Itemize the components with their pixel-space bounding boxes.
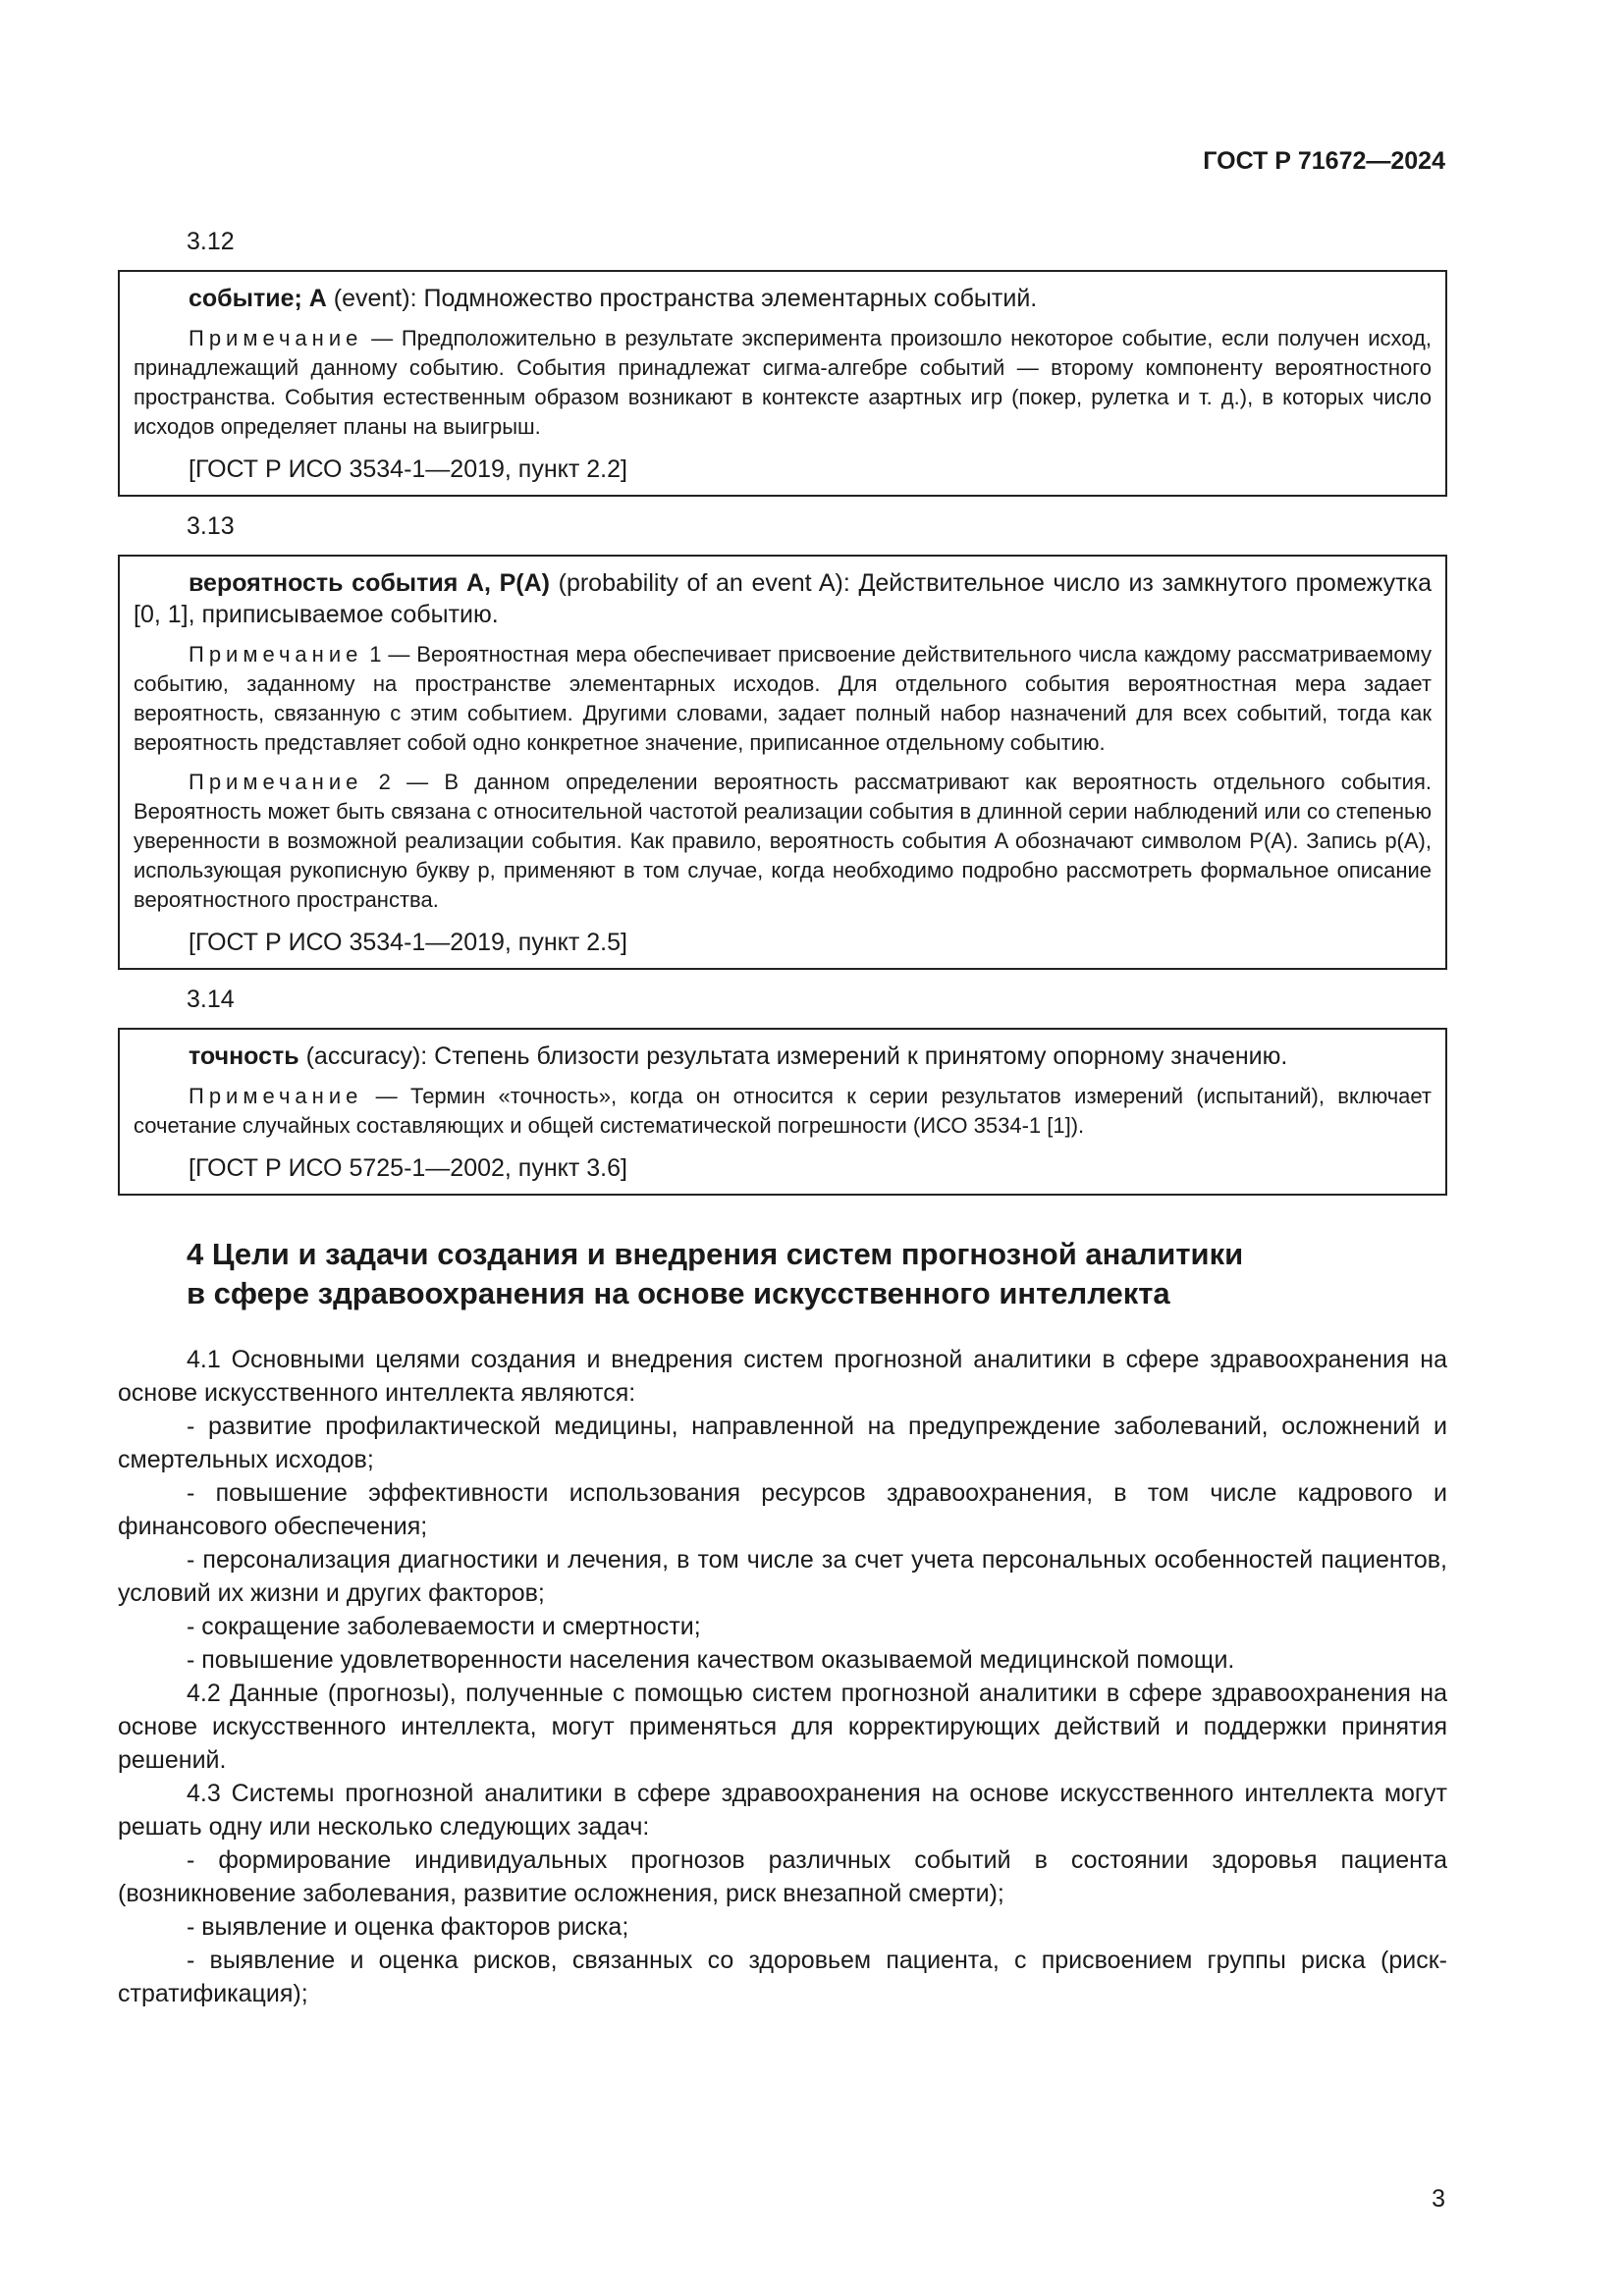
term-source: [ГОСТ Р ИСО 3534-1—2019, пункт 2.2]: [189, 455, 627, 483]
term-box: [118, 555, 1447, 970]
term-note: [134, 768, 1432, 915]
term-name: точность: [189, 1042, 299, 1070]
list-item: - повышение эффективности использования ресурсов здравоохранения, в том числе кадрового и финансового обеспечения;: [118, 1479, 1447, 1540]
term-source: [ГОСТ Р ИСО 3534-1—2019, пункт 2.5]: [189, 929, 627, 956]
term-note: [134, 640, 1432, 758]
note-label: Примечание: [189, 326, 363, 350]
note-text: 2 — В данном определении вероятность рассматривают как вероятность отдельного события. Вероятность может быть связана с относительной частотой реализации события в длинной серии наблюдений или со степенью уверенности в возможной реализации события. Как правило, вероятность события A обозначают символом P(A). Запись p(A), использующая рукописную букву p, применяют в том случае, когда необходимо подробно рассмотреть формальное описание вероятностного пространства.: [134, 770, 1432, 912]
term-number: 3.12: [187, 228, 235, 255]
note-label: Примечание: [189, 1084, 363, 1108]
page-content: [118, 226, 1447, 2010]
note-text: — Предположительно в результате эксперимента произошло некоторое событие, если получен исход, принадлежащий данному событию. События принадлежат сигма-алгебре событий — второму компоненту вероятностного пространства. События естественным образом возникают в контексте азартных игр (покер, рулетка и т. д.), в которых число исходов определяет планы на выигрыш.: [134, 326, 1432, 439]
term-name: вероятность события A, P(A): [189, 569, 550, 597]
note-label: Примечание: [189, 770, 363, 794]
document-id: ГОСТ Р 71672—2024: [1203, 147, 1445, 175]
term-definition: [134, 283, 1432, 314]
term-english: (probability of an event A): [550, 569, 843, 597]
paragraph: 4.2 Данные (прогнозы), полученные с помощью систем прогнозной аналитики в сфере здравоохранения на основе искусственного интеллекта, могут применяться для корректирующих действий и поддержки принятия решений.: [118, 1680, 1447, 1774]
section-title-line: 4 Цели и задачи создания и внедрения систем прогнозной аналитики: [187, 1237, 1244, 1271]
list-item: - выявление и оценка факторов риска;: [187, 1913, 629, 1941]
note-text: — Термин «точность», когда он относится к серии результатов измерений (испытаний), включает сочетание случайных составляющих и общей систематической погрешности (ИСО 3534-1 [1]).: [134, 1084, 1432, 1138]
term-number: 3.14: [187, 986, 235, 1013]
list-item: - формирование индивидуальных прогнозов различных событий в состоянии здоровья пациента (возникновение заболевания, развитие осложнения, риск внезапной смерти);: [118, 1846, 1447, 1907]
page-number: 3: [1432, 2185, 1445, 2213]
note-text: 1 — Вероятностная мера обеспечивает присвоение действительного числа каждому рассматриваемому событию, заданному на пространстве элементарных исходов. Для отдельного события вероятностная мера задает вероятность, связанную с этим событием. Другими словами, задает полный набор назначений для всех событий, тогда как вероятность представляет собой одно конкретное значение, приписанное отдельному событию.: [134, 642, 1432, 755]
paragraph: 4.1 Основными целями создания и внедрения систем прогнозной аналитики в сфере здравоохранения на основе искусственного интеллекта являются:: [118, 1346, 1447, 1407]
list-item: - развитие профилактической медицины, направленной на предупреждение заболеваний, осложнений и смертельных исходов;: [118, 1413, 1447, 1473]
term-name: событие; A: [189, 285, 327, 312]
term-box: [118, 270, 1447, 497]
definition-text: : Подмножество пространства элементарных событий.: [409, 285, 1038, 312]
term-note: [134, 324, 1432, 442]
list-item: - повышение удовлетворенности населения качеством оказываемой медицинской помощи.: [187, 1646, 1235, 1674]
note-label: Примечание: [189, 642, 363, 667]
term-source: [ГОСТ Р ИСО 5725-1—2002, пункт 3.6]: [189, 1154, 627, 1182]
definition-text: : Степень близости результата измерений к принятому опорному значению.: [420, 1042, 1288, 1070]
term-english: (accuracy): [298, 1042, 421, 1070]
term-english: (event): [326, 285, 410, 312]
list-item: - персонализация диагностики и лечения, в том числе за счет учета персональных особенностей пациентов, условий их жизни и других факторов;: [118, 1546, 1447, 1607]
term-box: [118, 1028, 1447, 1196]
list-item: - выявление и оценка рисков, связанных со здоровьем пациента, с присвоением группы риска (риск-стратификация);: [118, 1947, 1447, 2007]
term-definition: [134, 1041, 1432, 1072]
section-title: [187, 1235, 1447, 1313]
paragraph: 4.3 Системы прогнозной аналитики в сфере здравоохранения на основе искусственного интеллекта могут решать одну или несколько следующих задач:: [118, 1780, 1447, 1841]
term-number: 3.13: [187, 512, 235, 540]
list-item: - сокращение заболеваемости и смертности;: [187, 1613, 701, 1640]
section-title-line: в сфере здравоохранения на основе искусственного интеллекта: [187, 1276, 1170, 1310]
term-note: [134, 1082, 1432, 1141]
term-definition: [134, 567, 1432, 630]
definition-text: : Действительное число из замкнутого промежутка [0, 1], приписываемое событию.: [134, 569, 1432, 628]
